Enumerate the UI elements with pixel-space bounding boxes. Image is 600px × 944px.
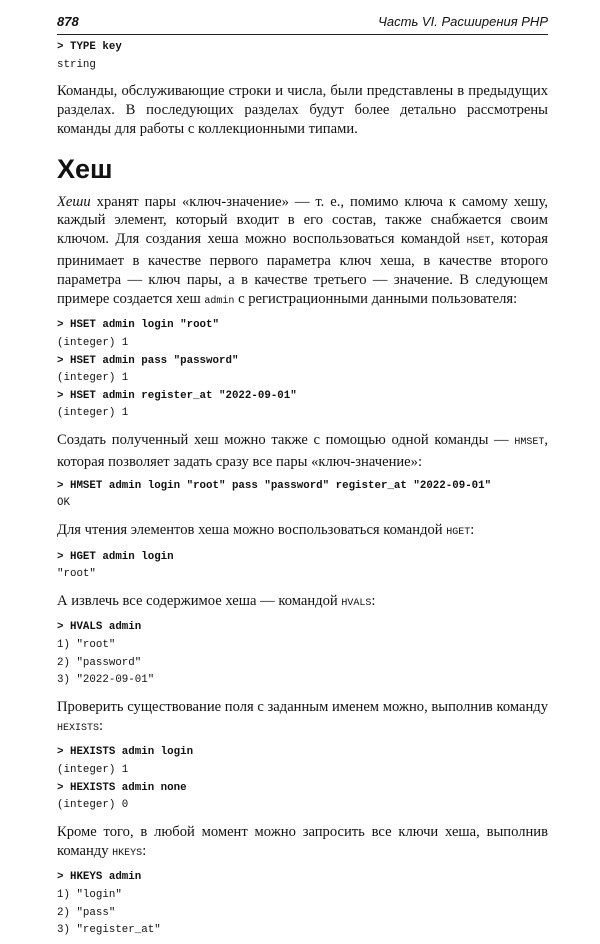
inline-command: HMSET	[514, 436, 545, 448]
inline-command: HGET	[446, 526, 471, 538]
paragraph	[57, 592, 548, 614]
code-listing	[57, 549, 548, 584]
text-segment: Кроме того, в любой момент можно запросить все ключи хеша, выполнив команду	[57, 823, 548, 859]
inline-code: admin	[204, 295, 235, 307]
code-output-line: (integer) 1	[57, 336, 129, 349]
text-segment: , которая позволяет задать сразу все пары «ключ-значение»:	[57, 431, 548, 470]
running-header	[57, 14, 548, 35]
code-output-line: string	[57, 58, 96, 71]
inline-command: HSET	[466, 236, 491, 248]
code-command-line: > HEXISTS admin login	[57, 746, 194, 759]
paragraph	[57, 431, 548, 472]
code-output-line: (integer) 1	[57, 372, 129, 385]
paragraph	[57, 521, 548, 543]
text-segment: :	[371, 592, 376, 609]
code-listing	[57, 744, 548, 814]
text-segment: :	[470, 521, 475, 538]
code-output-line: 1) "login"	[57, 889, 122, 902]
code-command-line: > HSET admin pass "password"	[57, 354, 239, 367]
text-segment: с регистрационными данными пользователя:	[234, 290, 518, 307]
text-segment: А извлечь все содержимое хеша — командой	[57, 592, 342, 609]
code-command-line: > HSET admin register_at "2022-09-01"	[57, 389, 297, 402]
page-content	[57, 39, 548, 940]
code-output-line: (integer) 1	[57, 407, 129, 420]
text-segment: Команды, обслуживающие строки и числа, были представлены в предыдущих разделах. В последующих разделах будут более детально рассмотрены команды для работы с коллекционными типами.	[57, 83, 548, 137]
inline-command: HVALS	[341, 597, 372, 609]
term-emphasis: Хеши	[57, 193, 91, 210]
code-output-line: "root"	[57, 568, 96, 581]
code-command-line: > HVALS admin	[57, 621, 142, 634]
code-command-line: > HKEYS admin	[57, 871, 142, 884]
code-output-line: 3) "2022-09-01"	[57, 674, 155, 687]
code-command-line: > HSET admin login "root"	[57, 319, 219, 332]
text-segment: Для чтения элементов хеша можно воспользоваться командой	[57, 521, 447, 538]
code-listing	[57, 317, 548, 423]
text-segment: хранят пары «ключ-значение» — т. е., помимо ключа к самому хешу, каждый элемент, который входит в его состав, также снабжается своим ключом. Для создания хеша можно воспользоваться командой	[57, 193, 548, 248]
code-output-line: OK	[57, 497, 70, 510]
text-segment: :	[142, 842, 147, 859]
text-segment: , которая принимает в качестве первого параметра ключ хеша, в качестве второго параметра — ключ пары, а в качестве третьего — значение. В следующем примере создается хеш	[57, 231, 548, 307]
code-output-line: 2) "pass"	[57, 906, 116, 919]
code-output-line: 3) "register_at"	[57, 924, 161, 937]
code-listing	[57, 869, 548, 939]
code-listing	[57, 478, 548, 513]
text-segment: Проверить существование поля с заданным именем можно, выполнив команду	[57, 698, 548, 715]
code-command-line: > HGET admin login	[57, 550, 174, 563]
inline-command: HEXISTS	[57, 722, 100, 734]
text-segment: Создать полученный хеш можно также с помощью одной команды —	[57, 431, 515, 448]
code-command-line: > HEXISTS admin none	[57, 781, 187, 794]
page-number: 878	[57, 14, 79, 29]
code-output-line: (integer) 0	[57, 799, 129, 812]
code-output-line: 1) "root"	[57, 639, 116, 652]
code-output-line: 2) "password"	[57, 656, 142, 669]
book-page	[57, 14, 548, 944]
code-command-line: > HMSET admin login "root" pass "password" register_at "2022-09-01"	[57, 479, 492, 492]
code-listing	[57, 39, 548, 74]
paragraph	[57, 698, 548, 739]
code-output-line: (integer) 1	[57, 764, 129, 777]
code-command-line: > TYPE key	[57, 41, 122, 53]
code-listing	[57, 619, 548, 689]
section-heading: Хеш	[57, 153, 113, 184]
paragraph	[57, 82, 548, 138]
inline-command: HKEYS	[112, 847, 143, 859]
paragraph	[57, 823, 548, 864]
text-segment: :	[99, 717, 104, 734]
paragraph	[57, 193, 548, 312]
running-title: Часть VI. Расширения PHP	[378, 14, 548, 29]
